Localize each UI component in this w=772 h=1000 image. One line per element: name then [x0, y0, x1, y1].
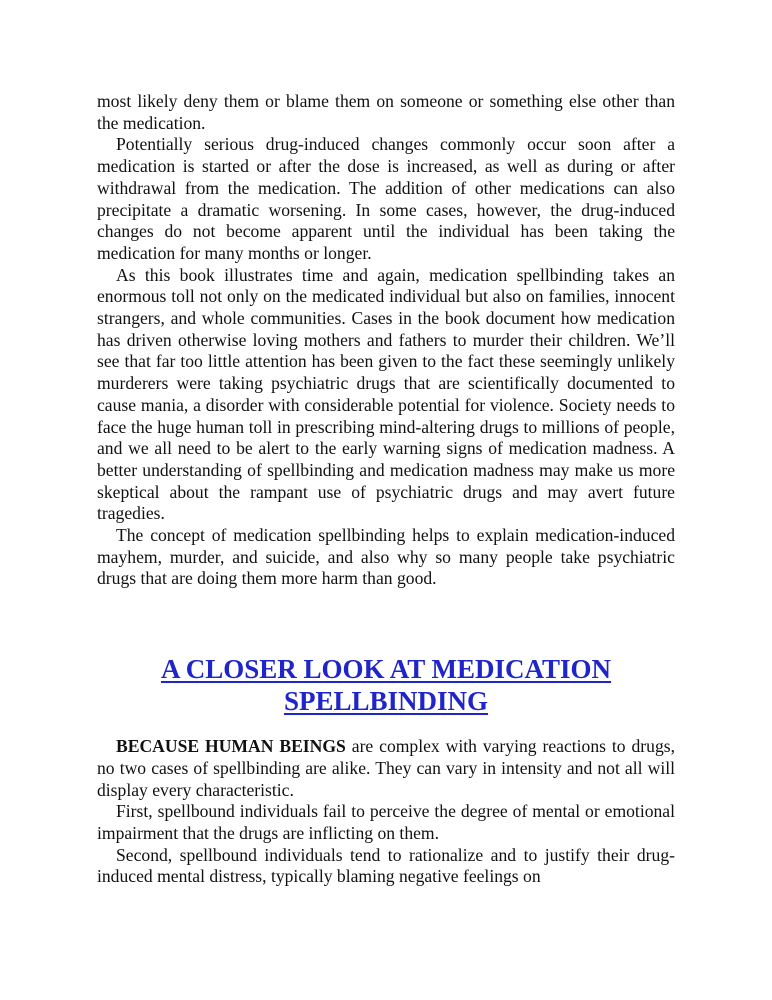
section-heading-line-1[interactable]: A CLOSER LOOK AT MEDICATION: [160, 654, 612, 685]
paragraph-lead-rest: are complex with varying reactions to drugs, no two cases of spellbinding are alike. They can vary in intensity and not all will display every characteristic.: [97, 736, 675, 800]
paragraph-drug-induced-changes: Potentially serious drug-induced changes commonly occur soon after a medication is started or after the dose is increased, as well as during or after withdrawal from the medication. The addition of other medications can also precipitate a dramatic worsening. In some cases, however, the drug-induced changes do not become apparent until the individual has been taking the medication for many months or longer.: [97, 134, 675, 263]
paragraph-first-characteristic: First, spellbound individuals fail to perceive the degree of mental or emotional impairment that the drugs are inflicting on them.: [97, 801, 675, 843]
paragraph-human-beings: [97, 736, 675, 801]
paragraph-spellbinding-concept: The concept of medication spellbinding helps to explain medication-induced mayhem, murder, and suicide, and also why so many people take psychiatric drugs that are doing them more harm than good.: [97, 525, 675, 589]
paragraph-continuation: most likely deny them or blame them on someone or something else other than the medication.: [97, 91, 675, 133]
paragraph-lead-bold: BECAUSE HUMAN BEINGS: [116, 736, 346, 757]
paragraph-spellbinding-toll: As this book illustrates time and again, medication spellbinding takes an enormous toll not only on the medicated individual but also on families, innocent strangers, and whole communities. Cases in the book document how medication has driven otherwise loving mothers and fathers to murder their children. We’ll see that far too little attention has been given to the fact these seemingly unlikely murderers were taking psychiatric drugs that are scientifically documented to cause mania, a disorder with considerable potential for violence. Society needs to face the huge human toll in prescribing mind-altering drugs to millions of people, and we all need to be alert to the early warning signs of medication madness. A better understanding of spellbinding and medication madness may make us more skeptical about the rampant use of psychiatric drugs and may avert future tragedies.: [97, 264, 675, 524]
section-heading-link[interactable]: [97, 653, 675, 717]
section-heading-line-2[interactable]: SPELLBINDING: [283, 686, 489, 717]
book-page: [97, 91, 675, 888]
paragraph-second-characteristic: Second, spellbound individuals tend to rationalize and to justify their drug-induced mental distress, typically blaming negative feelings on: [97, 844, 675, 887]
